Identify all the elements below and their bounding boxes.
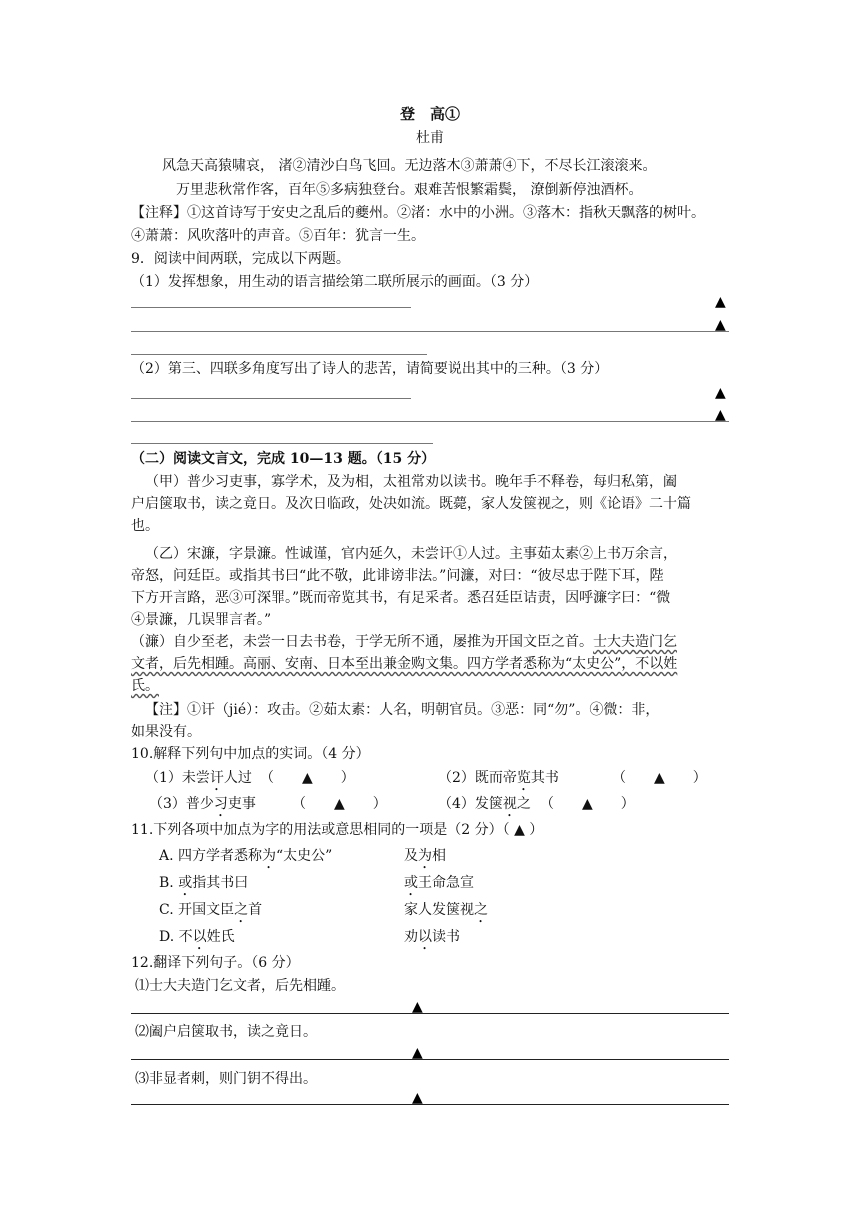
dotted-word: 习 — [213, 796, 228, 812]
answer-blank[interactable]: （ ▲ ） — [540, 796, 635, 812]
q10-item: （3）普少习吏事 — [149, 796, 256, 812]
q11-option-right: 或王命急宣 — [404, 875, 474, 891]
q9-sub2: （2）第三、四联多角度写出了诗人的悲苦，请简要说出其中的三种。（3 分） — [131, 361, 609, 377]
passage-text: （濂）自少至老，未尝一日去书卷，于学无所不通，屡推为开国文臣之首。 — [131, 634, 593, 650]
passage-jia-line: 也。 — [131, 518, 159, 534]
q12-sentence: ⑶非显者刺，则门钥不得出。 — [135, 1071, 317, 1087]
passage-yi-line: ④景濂，几误罪言者。” — [131, 612, 272, 628]
answer-line[interactable] — [131, 1059, 729, 1060]
answer-line[interactable] — [131, 421, 729, 422]
answer-blank[interactable]: （ ▲ ） — [292, 796, 387, 812]
q11-stem: 11.下列各项中加点为字的用法或意思相同的一项是（2 分）（ ▲ ） — [131, 822, 544, 838]
passage-yi-line — [131, 632, 677, 652]
passage-jia-line: 户启箧取书，读之竟日。及次日临政，处决如流。既薨，家人发箧视之，则《论语》二十篇 — [131, 496, 691, 512]
answer-line[interactable] — [131, 398, 411, 399]
dotted-word: 讦 — [209, 770, 224, 786]
answer-marker-icon: ▲ — [715, 385, 726, 401]
poem-author: 杜甫 — [416, 130, 444, 146]
underlined-sentence: 文者，后先相踵。高丽、安南、日本至出兼金购文集。四方学者悉称为“太史公”，不以姓 — [131, 656, 678, 672]
q10-item: （1）未尝讦人过 — [145, 770, 252, 786]
q12-sentence: ⑴士大夫造门乞文者，后先相踵。 — [135, 978, 345, 994]
passage-yi-line: （乙）宋濂，字景濂。性诚谨，官内延久，未尝讦①人过。主事茹太素②上书万余言， — [145, 546, 677, 562]
passage-yi-line: 下方开言路，恶③可深罪。”既而帝览其书，有足采者。悉召廷臣诘责，因呼濂字曰：“微 — [131, 590, 671, 606]
answer-line[interactable] — [131, 331, 729, 332]
q10-stem: 10.解释下列句中加点的实词。（4 分） — [131, 746, 370, 762]
answer-line[interactable] — [131, 1104, 729, 1105]
q11-option-right: 劝以读书 — [404, 929, 460, 945]
q10-item: （4）发箧视之 — [438, 796, 531, 812]
section2-heading: （二）阅读文言文，完成 10—13 题。（15 分） — [131, 451, 436, 467]
q11-option-left: B. 或指其书曰 — [159, 875, 249, 891]
q11-option-right: 家人发箧视之 — [404, 902, 488, 918]
answer-marker-icon: ▲ — [412, 1090, 423, 1106]
dotted-word: 览 — [516, 770, 531, 786]
q11-option-left: A. 四方学者悉称为“太史公” — [159, 848, 333, 864]
q10-item: （2）既而帝览其书 — [438, 770, 559, 786]
passage-note: 如果没有。 — [131, 724, 201, 740]
poem-note-1: 【注释】①这首诗写于安史之乱后的夔州。②渚：水中的小洲。③落木：指秋天飘落的树叶。 — [131, 205, 705, 221]
underlined-sentence: 氏。 — [131, 678, 159, 694]
answer-line[interactable] — [131, 354, 427, 355]
passage-yi-line: 帝怒，问廷臣。或指其书曰“此不敬，此诽谤非法。”问濂，对曰：“彼尽忠于陛下耳，陛 — [131, 568, 664, 584]
q9-stem: 9．阅读中间两联，完成以下两题。 — [131, 251, 350, 267]
poem-note-2: ④萧萧：风吹落叶的声音。⑤百年：犹言一生。 — [131, 228, 425, 244]
passage-jia-line: （甲）普少习吏事，寡学术，及为相，太祖常劝以读书。晚年手不释卷，每归私第，阖 — [145, 474, 677, 490]
q11-option-left: D. 不以姓氏 — [159, 929, 235, 945]
poem-line-2: 万里悲秋常作客，百年⑤多病独登台。艰难苦恨繁霜鬓， 潦倒新停浊酒杯。 — [176, 182, 643, 198]
answer-marker-icon: ▲ — [715, 407, 726, 423]
answer-line[interactable] — [131, 443, 433, 444]
poem-title: 登 高① — [399, 105, 460, 123]
answer-blank[interactable]: （ ▲ ） — [612, 770, 707, 786]
answer-line[interactable] — [131, 1013, 729, 1014]
q12-stem: 12.翻译下列句子。（6 分） — [131, 955, 300, 971]
answer-marker-icon: ▲ — [412, 1045, 423, 1061]
answer-marker-icon: ▲ — [715, 294, 726, 310]
q11-option-right: 及为相 — [404, 848, 446, 864]
q11-option-left: C. 开国文臣之首 — [159, 902, 263, 918]
passage-note: 【注】①讦（jié）：攻击。②茹太素：人名，明朝官员。③恶：同“勿”。④微：非， — [145, 702, 660, 718]
answer-marker-icon: ▲ — [715, 317, 726, 333]
poem-line-1: 风急天高猿啸哀， 渚②清沙白鸟飞回。无边落木③萧萧④下，不尽长江滚滚来。 — [162, 158, 657, 174]
underlined-sentence: 士大夫造门乞 — [593, 634, 677, 650]
q9-sub1: （1）发挥想象，用生动的语言描绘第二联所展示的画面。（3 分） — [131, 274, 539, 290]
answer-marker-icon: ▲ — [412, 999, 423, 1015]
dotted-word: 视 — [502, 796, 517, 812]
answer-blank[interactable]: （ ▲ ） — [260, 770, 355, 786]
answer-line[interactable] — [131, 307, 411, 308]
q12-sentence: ⑵阖户启箧取书，读之竟日。 — [135, 1024, 317, 1040]
